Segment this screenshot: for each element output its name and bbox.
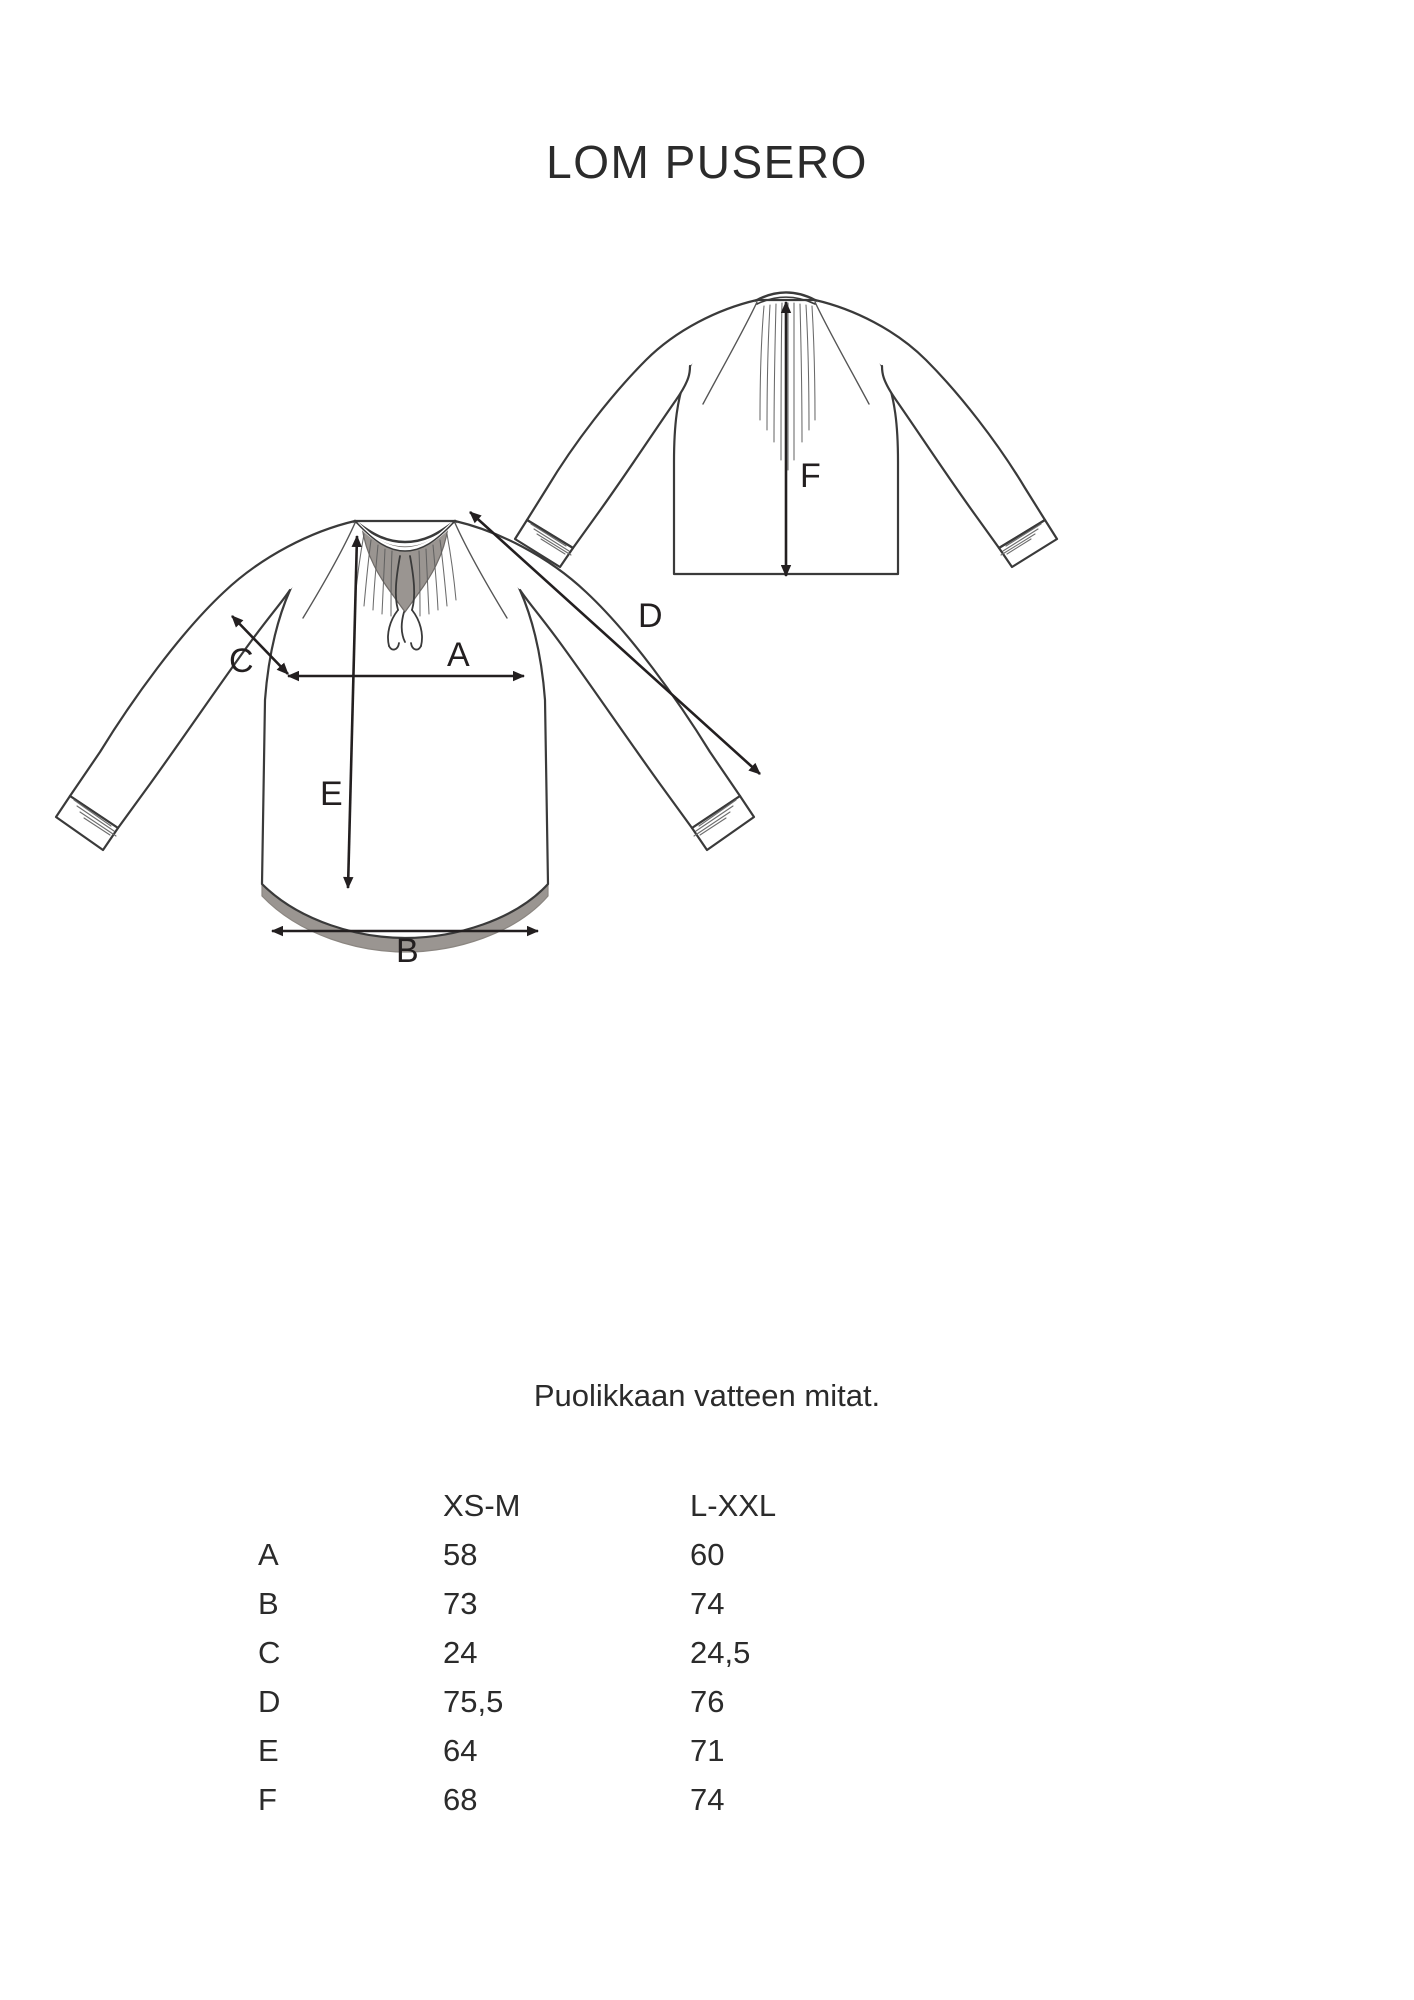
cell-xs-m: 64 xyxy=(443,1733,478,1768)
table-row xyxy=(0,1733,1414,1782)
row-label: D xyxy=(258,1684,281,1719)
row-label: A xyxy=(258,1537,279,1572)
table-row xyxy=(0,1684,1414,1733)
row-label: B xyxy=(258,1586,279,1621)
measure-label-F: F xyxy=(800,457,821,495)
table-row xyxy=(0,1586,1414,1635)
table-row xyxy=(0,1537,1414,1586)
row-label: F xyxy=(258,1782,277,1817)
row-label: C xyxy=(258,1635,281,1670)
cell-l-xxl: 74 xyxy=(690,1586,725,1621)
measure-label-A: A xyxy=(447,636,470,674)
cell-l-xxl: 74 xyxy=(690,1782,725,1817)
column-header-xs-m: XS-M xyxy=(443,1488,521,1523)
table-row xyxy=(0,1782,1414,1831)
cell-l-xxl: 76 xyxy=(690,1684,725,1719)
measure-label-E: E xyxy=(320,775,343,813)
measure-label-D: D xyxy=(638,597,663,635)
page-title: LOM PUSERO xyxy=(546,136,868,188)
column-header-l-xxl: L-XXL xyxy=(690,1488,777,1523)
cell-xs-m: 75,5 xyxy=(443,1684,504,1719)
cell-l-xxl: 71 xyxy=(690,1733,725,1768)
cell-xs-m: 73 xyxy=(443,1586,478,1621)
cell-l-xxl: 24,5 xyxy=(690,1635,751,1670)
cell-l-xxl: 60 xyxy=(690,1537,725,1572)
measurement-table xyxy=(0,1488,1414,1831)
front-view-blouse xyxy=(56,521,754,952)
measurement-caption: Puolikkaan vatteen mitat. xyxy=(533,1378,881,1413)
table-row xyxy=(0,1635,1414,1684)
cell-xs-m: 24 xyxy=(443,1635,478,1670)
measure-label-B: B xyxy=(396,932,419,970)
cell-xs-m: 68 xyxy=(443,1782,478,1817)
table-header-row xyxy=(0,1488,1414,1537)
measure-label-C: C xyxy=(229,642,254,680)
cell-xs-m: 58 xyxy=(443,1537,478,1572)
row-label: E xyxy=(258,1733,279,1768)
